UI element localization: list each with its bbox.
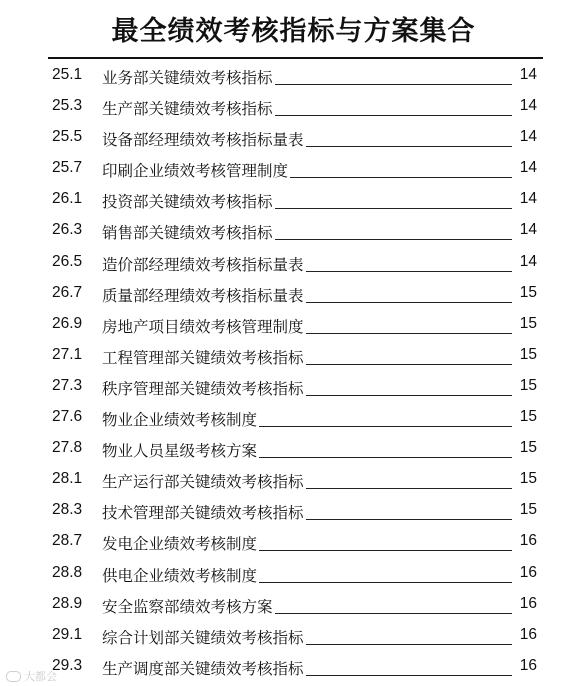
- toc-entry-page: 15: [519, 439, 537, 457]
- table-of-contents: [0, 60, 587, 682]
- toc-entry-number: 29.3: [52, 656, 83, 674]
- toc-entry[interactable]: [0, 558, 587, 589]
- toc-entry-title: 秩序管理部关键绩效考核指标: [102, 377, 306, 399]
- toc-entry-number: 28.8: [52, 563, 83, 581]
- toc-entry-title: 生产调度部关键绩效考核指标: [102, 657, 306, 679]
- toc-entry-number: 26.5: [52, 252, 83, 270]
- toc-entry-page: 15: [519, 501, 537, 519]
- toc-entry-page: 16: [519, 563, 537, 581]
- toc-entry-title: 综合计划部关键绩效考核指标: [102, 626, 306, 648]
- toc-entry-title: 生产部关键绩效考核指标: [102, 97, 275, 119]
- toc-entry-page: 14: [519, 190, 537, 208]
- toc-entry-number: 27.3: [52, 376, 83, 394]
- watermark: [6, 668, 57, 684]
- toc-entry[interactable]: [0, 215, 587, 246]
- toc-entry-title: 房地产项目绩效考核管理制度: [102, 315, 306, 337]
- toc-entry-number: 25.7: [52, 159, 83, 177]
- toc-entry[interactable]: [0, 247, 587, 278]
- toc-entry[interactable]: [0, 340, 587, 371]
- toc-entry-title: 生产运行部关键绩效考核指标: [102, 470, 306, 492]
- toc-entry[interactable]: [0, 402, 587, 433]
- toc-entry-title: 投资部关键绩效考核指标: [102, 190, 275, 212]
- toc-entry-title: 物业人员星级考核方案: [102, 439, 259, 461]
- toc-entry-page: 15: [519, 314, 537, 332]
- toc-entry-page: 14: [519, 128, 537, 146]
- toc-entry[interactable]: [0, 526, 587, 557]
- toc-entry[interactable]: [0, 122, 587, 153]
- toc-entry[interactable]: [0, 620, 587, 651]
- toc-entry[interactable]: [0, 371, 587, 402]
- toc-entry-page: 15: [519, 408, 537, 426]
- toc-entry-number: 29.1: [52, 625, 83, 643]
- toc-entry-number: 26.7: [52, 283, 83, 301]
- toc-entry-number: 26.9: [52, 314, 83, 332]
- toc-entry-number: 27.6: [52, 408, 83, 426]
- toc-entry[interactable]: [0, 309, 587, 340]
- toc-entry-page: 15: [519, 470, 537, 488]
- toc-entry-page: 14: [519, 66, 537, 83]
- toc-entry-page: 14: [519, 252, 537, 270]
- toc-entry[interactable]: [0, 589, 587, 620]
- watermark-text: 大都会: [24, 670, 57, 683]
- toc-entry-title: 供电企业绩效考核制度: [102, 564, 259, 586]
- toc-entry[interactable]: [0, 495, 587, 526]
- toc-entry-title: 技术管理部关键绩效考核指标: [102, 501, 306, 523]
- title-rule: [48, 57, 543, 59]
- toc-entry-number: 28.7: [52, 532, 83, 550]
- toc-entry[interactable]: [0, 651, 587, 682]
- toc-entry-title: 销售部关键绩效考核指标: [102, 221, 275, 243]
- toc-entry-title: 设备部经理绩效考核指标量表: [102, 128, 306, 150]
- toc-entry-page: 14: [519, 97, 537, 115]
- toc-entry-title: 工程管理部关键绩效考核指标: [102, 346, 306, 368]
- toc-entry-page: 16: [519, 656, 537, 674]
- toc-entry-title: 发电企业绩效考核制度: [102, 532, 259, 554]
- toc-entry[interactable]: [0, 153, 587, 184]
- toc-entry-page: 15: [519, 376, 537, 394]
- toc-entry-page: 16: [519, 532, 537, 550]
- toc-entry-number: 25.5: [52, 128, 83, 146]
- toc-entry-number: 25.1: [52, 66, 83, 83]
- toc-entry-number: 25.3: [52, 97, 83, 115]
- toc-entry[interactable]: [0, 278, 587, 309]
- toc-entry-title: 物业企业绩效考核制度: [102, 408, 259, 430]
- toc-entry[interactable]: [0, 464, 587, 495]
- toc-entry-number: 28.9: [52, 594, 83, 612]
- toc-entry-title: 质量部经理绩效考核指标量表: [102, 284, 306, 306]
- toc-entry[interactable]: [0, 91, 587, 122]
- toc-entry-title: 业务部关键绩效考核指标: [102, 66, 275, 88]
- toc-entry-page: 15: [519, 283, 537, 301]
- toc-entry-number: 26.1: [52, 190, 83, 208]
- toc-entry-title: 安全监察部绩效考核方案: [102, 595, 275, 617]
- toc-entry-page: 14: [519, 221, 537, 239]
- toc-entry-number: 28.3: [52, 501, 83, 519]
- toc-entry-number: 27.1: [52, 345, 83, 363]
- toc-entry-page: 15: [519, 345, 537, 363]
- toc-entry-title: 造价部经理绩效考核指标量表: [102, 253, 306, 275]
- document-title: 最全绩效考核指标与方案集合: [111, 16, 476, 47]
- toc-entry-number: 27.8: [52, 439, 83, 457]
- toc-entry[interactable]: [0, 433, 587, 464]
- watermark-logo-icon: [6, 671, 21, 682]
- toc-entry-number: 26.3: [52, 221, 83, 239]
- toc-entry-page: 16: [519, 625, 537, 643]
- toc-entry[interactable]: [0, 60, 587, 91]
- toc-entry-title: 印刷企业绩效考核管理制度: [102, 159, 290, 181]
- toc-entry[interactable]: [0, 184, 587, 215]
- toc-entry-number: 28.1: [52, 470, 83, 488]
- toc-entry-page: 14: [519, 159, 537, 177]
- toc-entry-page: 16: [519, 594, 537, 612]
